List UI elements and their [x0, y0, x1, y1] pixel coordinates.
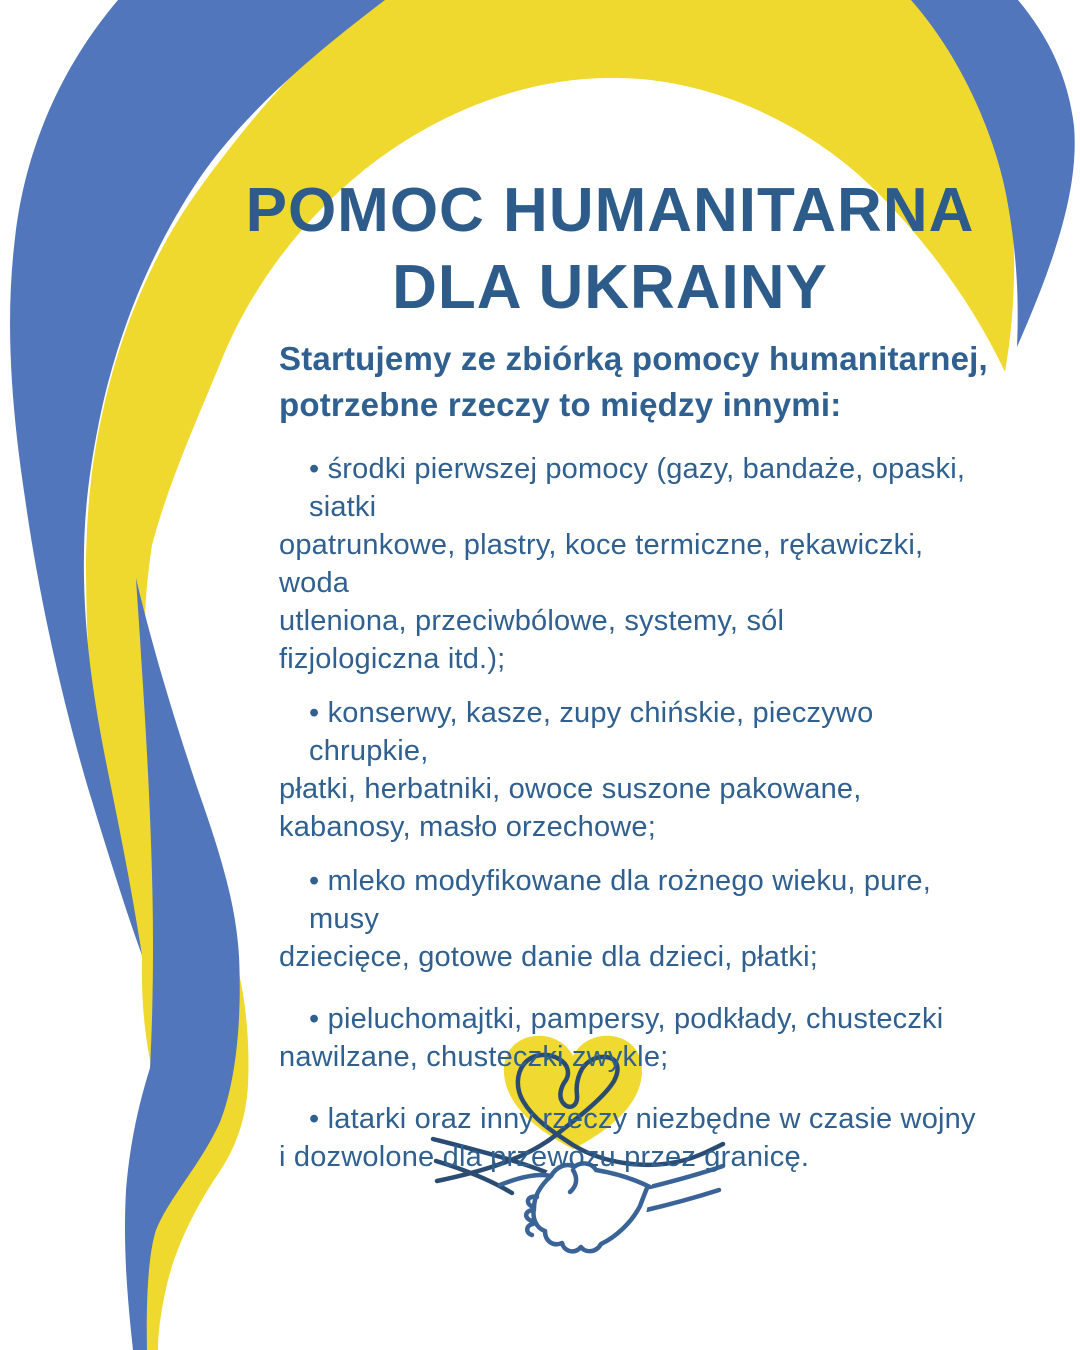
bullet-line: dziecięce, gotowe danie dla dzieci, płatki; [279, 941, 818, 973]
list-item [279, 1100, 979, 1176]
bullet-line: utleniona, przeciwbólowe, systemy, sól [279, 605, 785, 637]
list-item [279, 1000, 979, 1076]
bullet-line: i dozwolone dla przewozu przez granicę. [279, 1141, 810, 1173]
bullet-line: • mleko modyfikowane dla rożnego wieku, pure, musy [309, 865, 932, 935]
bullet-line: • pieluchomajtki, pampersy, podkłady, chusteczki [309, 1003, 944, 1035]
intro-line-2: potrzebne rzeczy to między innymi: [279, 386, 842, 423]
bullet-line: • środki pierwszej pomocy (gazy, bandaże, opaski, siatki [309, 453, 966, 523]
bullet-list [279, 450, 979, 1200]
bullet-line: • konserwy, kasze, zupy chińskie, pieczywo chrupkie, [309, 697, 874, 767]
bullet-line: płatki, herbatniki, owoce suszone pakowane, [279, 773, 862, 805]
title-line-1: POMOC HUMANITARNA [245, 176, 975, 245]
title-line-2: DLA UKRAINY [392, 253, 828, 322]
bullet-line: fizjologiczna itd.); [279, 643, 506, 675]
bullet-line: opatrunkowe, plastry, koce termiczne, rękawiczki, woda [279, 529, 924, 599]
list-item [279, 450, 979, 678]
intro-text [279, 336, 999, 428]
bullet-line: • latarki oraz inny rzeczy niezbędne w czasie wojny [309, 1103, 976, 1135]
list-item [279, 694, 979, 846]
list-item [279, 862, 979, 976]
bullet-line: kabanosy, masło orzechowe; [279, 811, 657, 843]
intro-line-1: Startujemy ze zbiórką pomocy humanitarnej, [279, 340, 988, 377]
bullet-line: nawilzane, chusteczki zwykle; [279, 1041, 669, 1073]
page-title [170, 172, 1050, 326]
